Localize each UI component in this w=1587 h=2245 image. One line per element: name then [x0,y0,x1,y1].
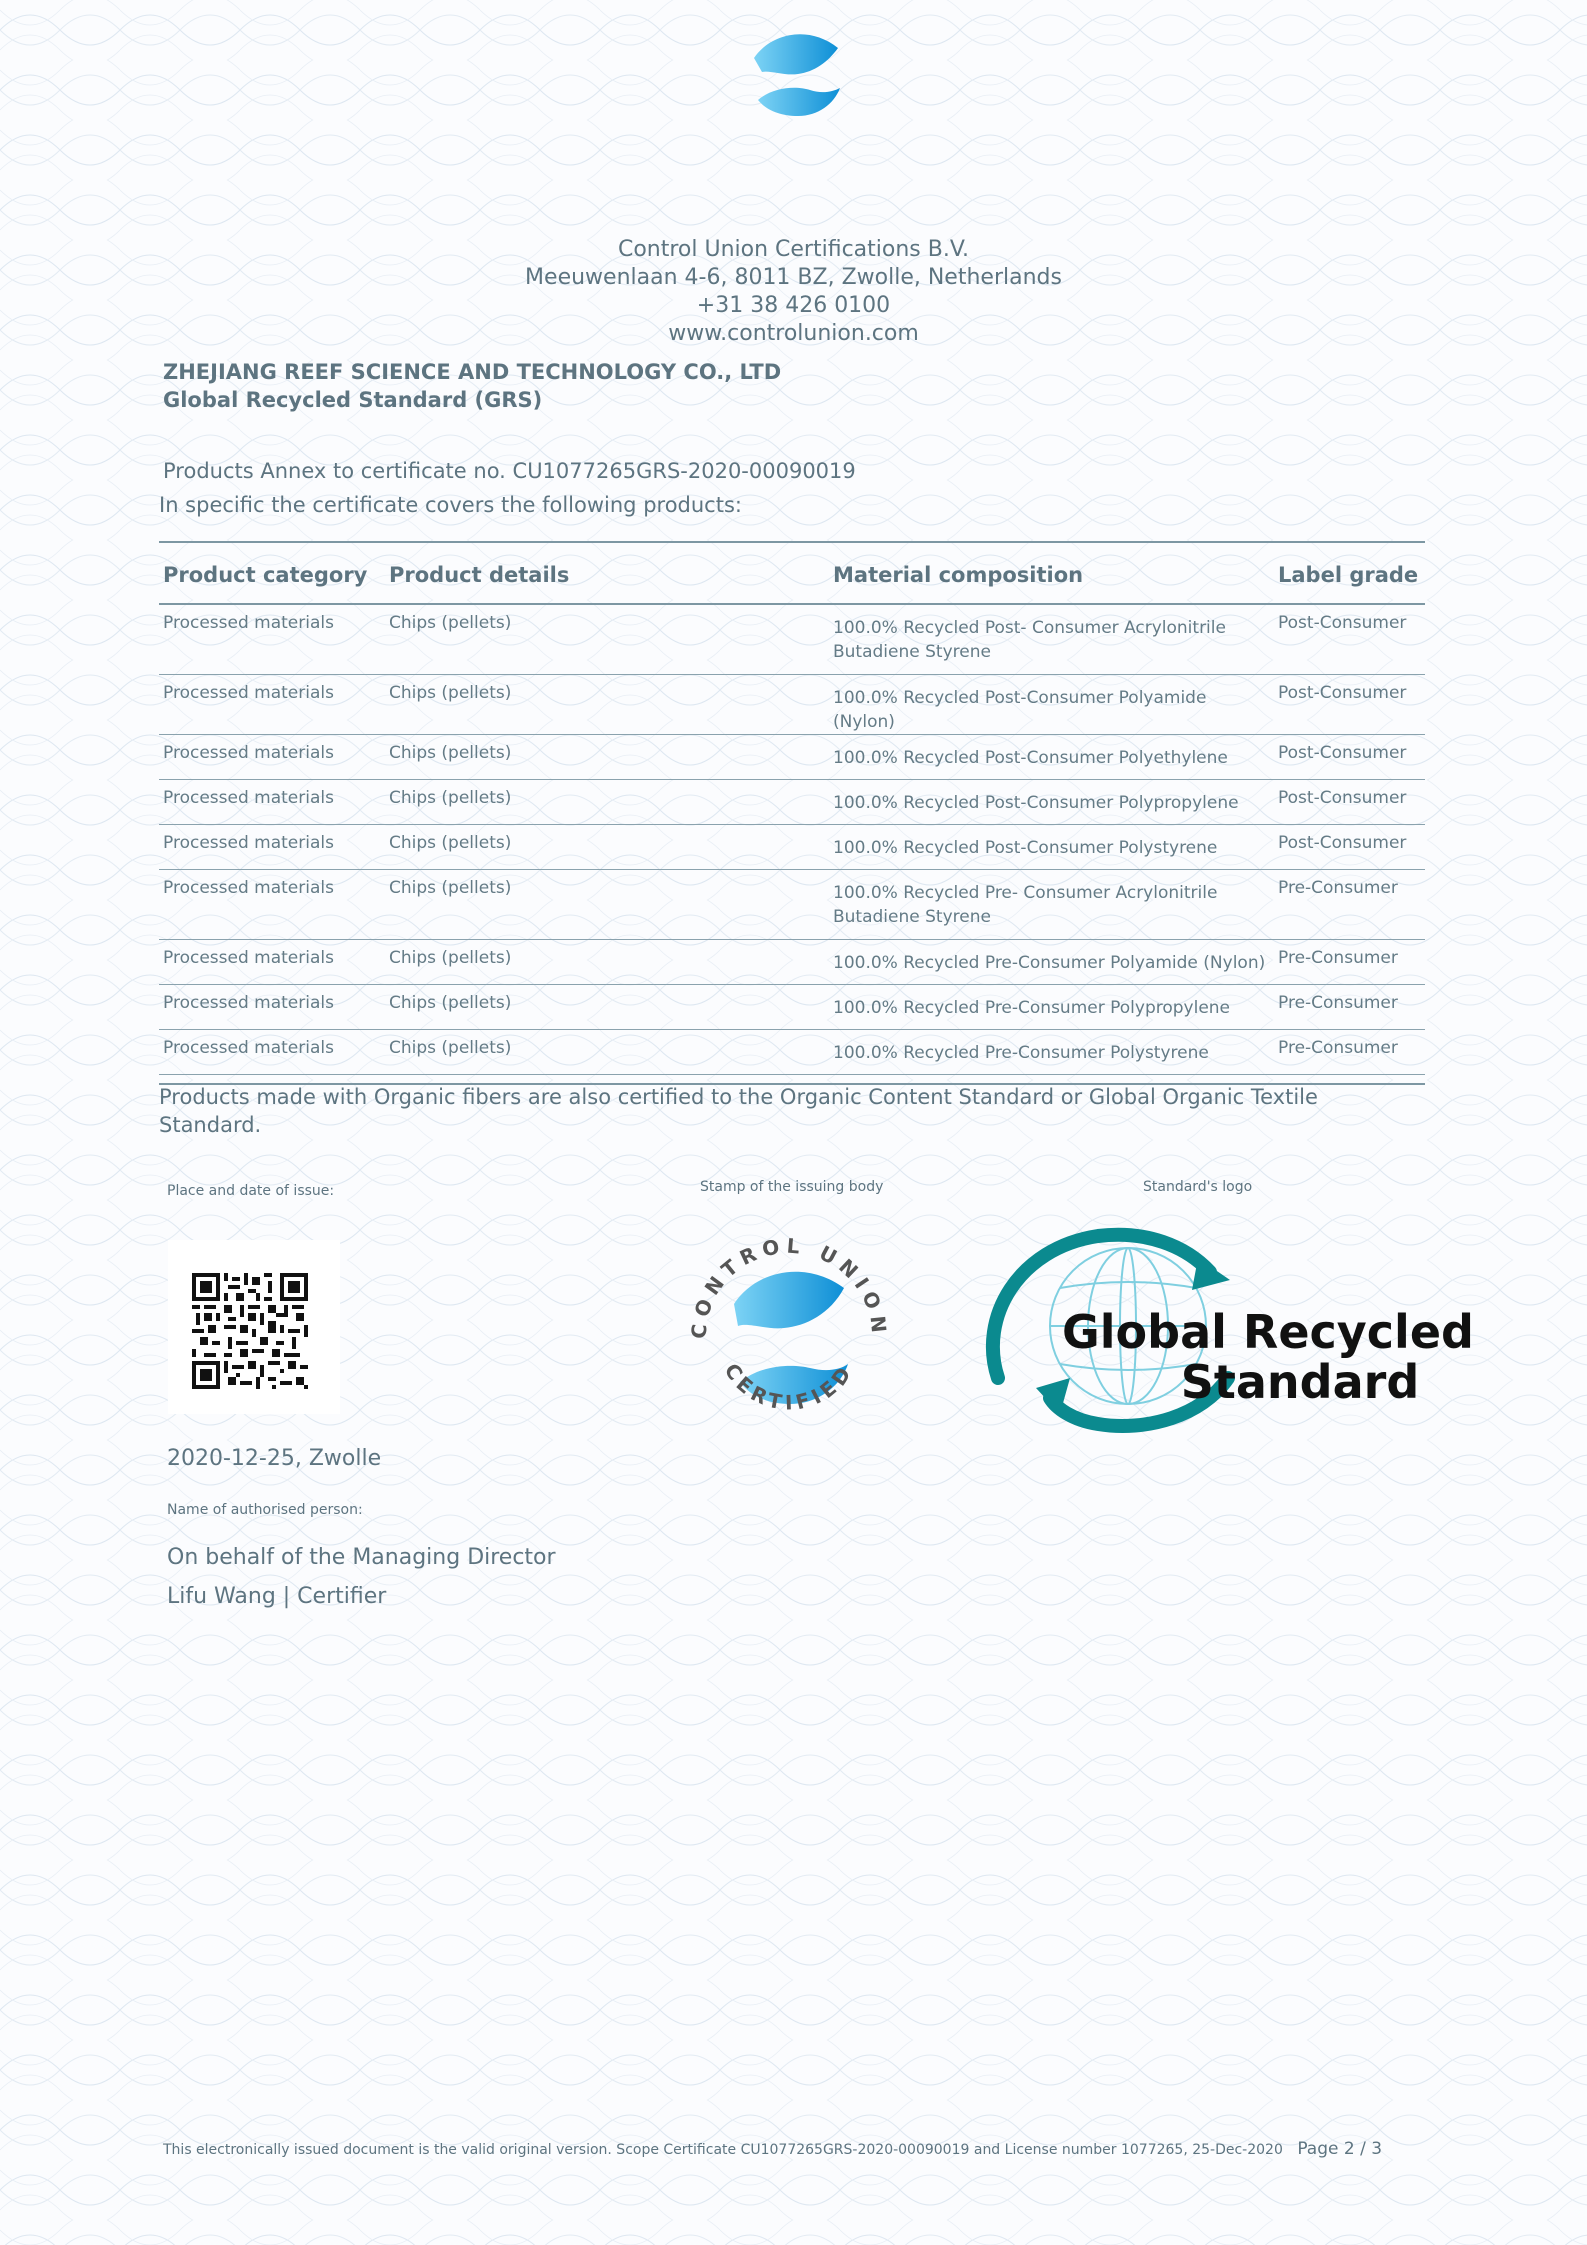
product-details-cell: Chips (pellets) [385,675,829,735]
company-block [163,358,781,414]
company-name: ZHEJIANG REEF SCIENCE AND TECHNOLOGY CO., LTD [163,360,782,384]
issuer-name: Control Union Certifications B.V. [617,237,970,262]
issuer-phone: +31 38 426 0100 [696,293,891,318]
column-header: Material composition [829,542,1274,604]
products-table [159,541,1425,1085]
organic-fibers-note: Products made with Organic fibers are also certified to the Organic Content Standard or Global Organic Textile Standard. [159,1085,1318,1137]
table-row [159,675,1425,735]
table-row [159,604,1425,675]
material-composition-cell: 100.0% Recycled Pre-Consumer Polystyrene [829,1030,1274,1075]
issuer-website: www.controlunion.com [668,321,919,346]
product-details-cell: Chips (pellets) [385,604,829,675]
material-composition-cell: 100.0% Recycled Post-Consumer Polystyrene [829,825,1274,870]
column-header: Label grade [1274,542,1425,604]
label-grade-cell: Post-Consumer [1274,735,1425,780]
product-category-cell: Processed materials [159,985,385,1030]
label-grade-cell: Post-Consumer [1274,604,1425,675]
stamp-bottom-text: CERTIFIED [719,1358,859,1415]
issuer-address: Meeuwenlaan 4-6, 8011 BZ, Zwolle, Netherlands [525,265,1062,290]
place-date-label: Place and date of issue: [167,1183,335,1199]
product-category-cell: Processed materials [159,870,385,940]
product-details-cell: Chips (pellets) [385,985,829,1030]
material-composition-cell: 100.0% Recycled Pre-Consumer Polypropylene [829,985,1274,1030]
qr-code-icon [192,1273,308,1389]
column-header: Product details [385,542,829,604]
product-details-cell: Chips (pellets) [385,780,829,825]
material-composition-cell: 100.0% Recycled Post- Consumer Acrylonitrile Butadiene Styrene [829,604,1274,675]
label-grade-cell: Pre-Consumer [1274,1030,1425,1075]
stamp-top-text: CONTROL UNION [686,1233,892,1340]
product-details-cell: Chips (pellets) [385,735,829,780]
table-row [159,825,1425,870]
product-details-cell: Chips (pellets) [385,940,829,985]
authorised-person-label: Name of authorised person: [167,1502,363,1518]
annex-certificate-line: Products Annex to certificate no. CU1077265GRS-2020-00090019 [163,459,856,483]
stamp-label: Stamp of the issuing body [700,1179,884,1195]
label-grade-cell: Post-Consumer [1274,825,1425,870]
label-grade-cell: Pre-Consumer [1274,940,1425,985]
issue-date-place: 2020-12-25, Zwolle [167,1446,382,1471]
qr-code[interactable] [168,1240,340,1414]
product-details-cell: Chips (pellets) [385,825,829,870]
product-details-cell: Chips (pellets) [385,1030,829,1075]
material-composition-cell: 100.0% Recycled Post-Consumer Polyamide (Nylon) [829,675,1274,735]
issuer-address-block [0,236,1587,348]
product-category-cell: Processed materials [159,825,385,870]
material-composition-cell: 100.0% Recycled Pre-Consumer Polyamide (Nylon) [829,940,1274,985]
control-union-certified-stamp [676,1218,902,1442]
label-grade-cell: Post-Consumer [1274,675,1425,735]
label-grade-cell: Post-Consumer [1274,780,1425,825]
table-header-row [159,542,1425,604]
authorised-on-behalf: On behalf of the Managing Director [167,1545,556,1570]
product-category-cell: Processed materials [159,780,385,825]
product-category-cell: Processed materials [159,675,385,735]
table-row [159,870,1425,940]
column-header: Product category [159,542,385,604]
annex-covers-line: In specific the certificate covers the following products: [159,493,742,517]
annex-intro [159,454,856,522]
material-composition-cell: 100.0% Recycled Post-Consumer Polypropylene [829,780,1274,825]
standard-logo-label: Standard's logo [1143,1179,1253,1195]
control-union-logo-icon [748,28,844,124]
product-category-cell: Processed materials [159,735,385,780]
material-composition-cell: 100.0% Recycled Post-Consumer Polyethylene [829,735,1274,780]
authorised-name: Lifu Wang | Certifier [167,1584,387,1609]
footer [163,2139,1382,2159]
table-row [159,780,1425,825]
product-category-cell: Processed materials [159,1030,385,1075]
product-category-cell: Processed materials [159,940,385,985]
label-grade-cell: Pre-Consumer [1274,870,1425,940]
page-number: Page 2 / 3 [1297,2139,1383,2159]
standard-name: Global Recycled Standard (GRS) [163,388,543,412]
footer-validity-text: This electronically issued document is the valid original version. Scope Certificate CU1077265GRS-2020-00090019 and License number 1077265, 25-Dec-2020 [163,2142,1283,2158]
product-category-cell: Processed materials [159,604,385,675]
label-grade-cell: Pre-Consumer [1274,985,1425,1030]
material-composition-cell: 100.0% Recycled Pre- Consumer Acrylonitrile Butadiene Styrene [829,870,1274,940]
table-row [159,1030,1425,1075]
grs-logo-line1: Global Recycled [1062,1305,1474,1359]
table-row [159,940,1425,985]
table-row [159,985,1425,1030]
table-row [159,735,1425,780]
product-details-cell: Chips (pellets) [385,870,829,940]
global-recycled-standard-logo [978,1228,1474,1434]
grs-logo-line2: Standard [1180,1355,1420,1409]
